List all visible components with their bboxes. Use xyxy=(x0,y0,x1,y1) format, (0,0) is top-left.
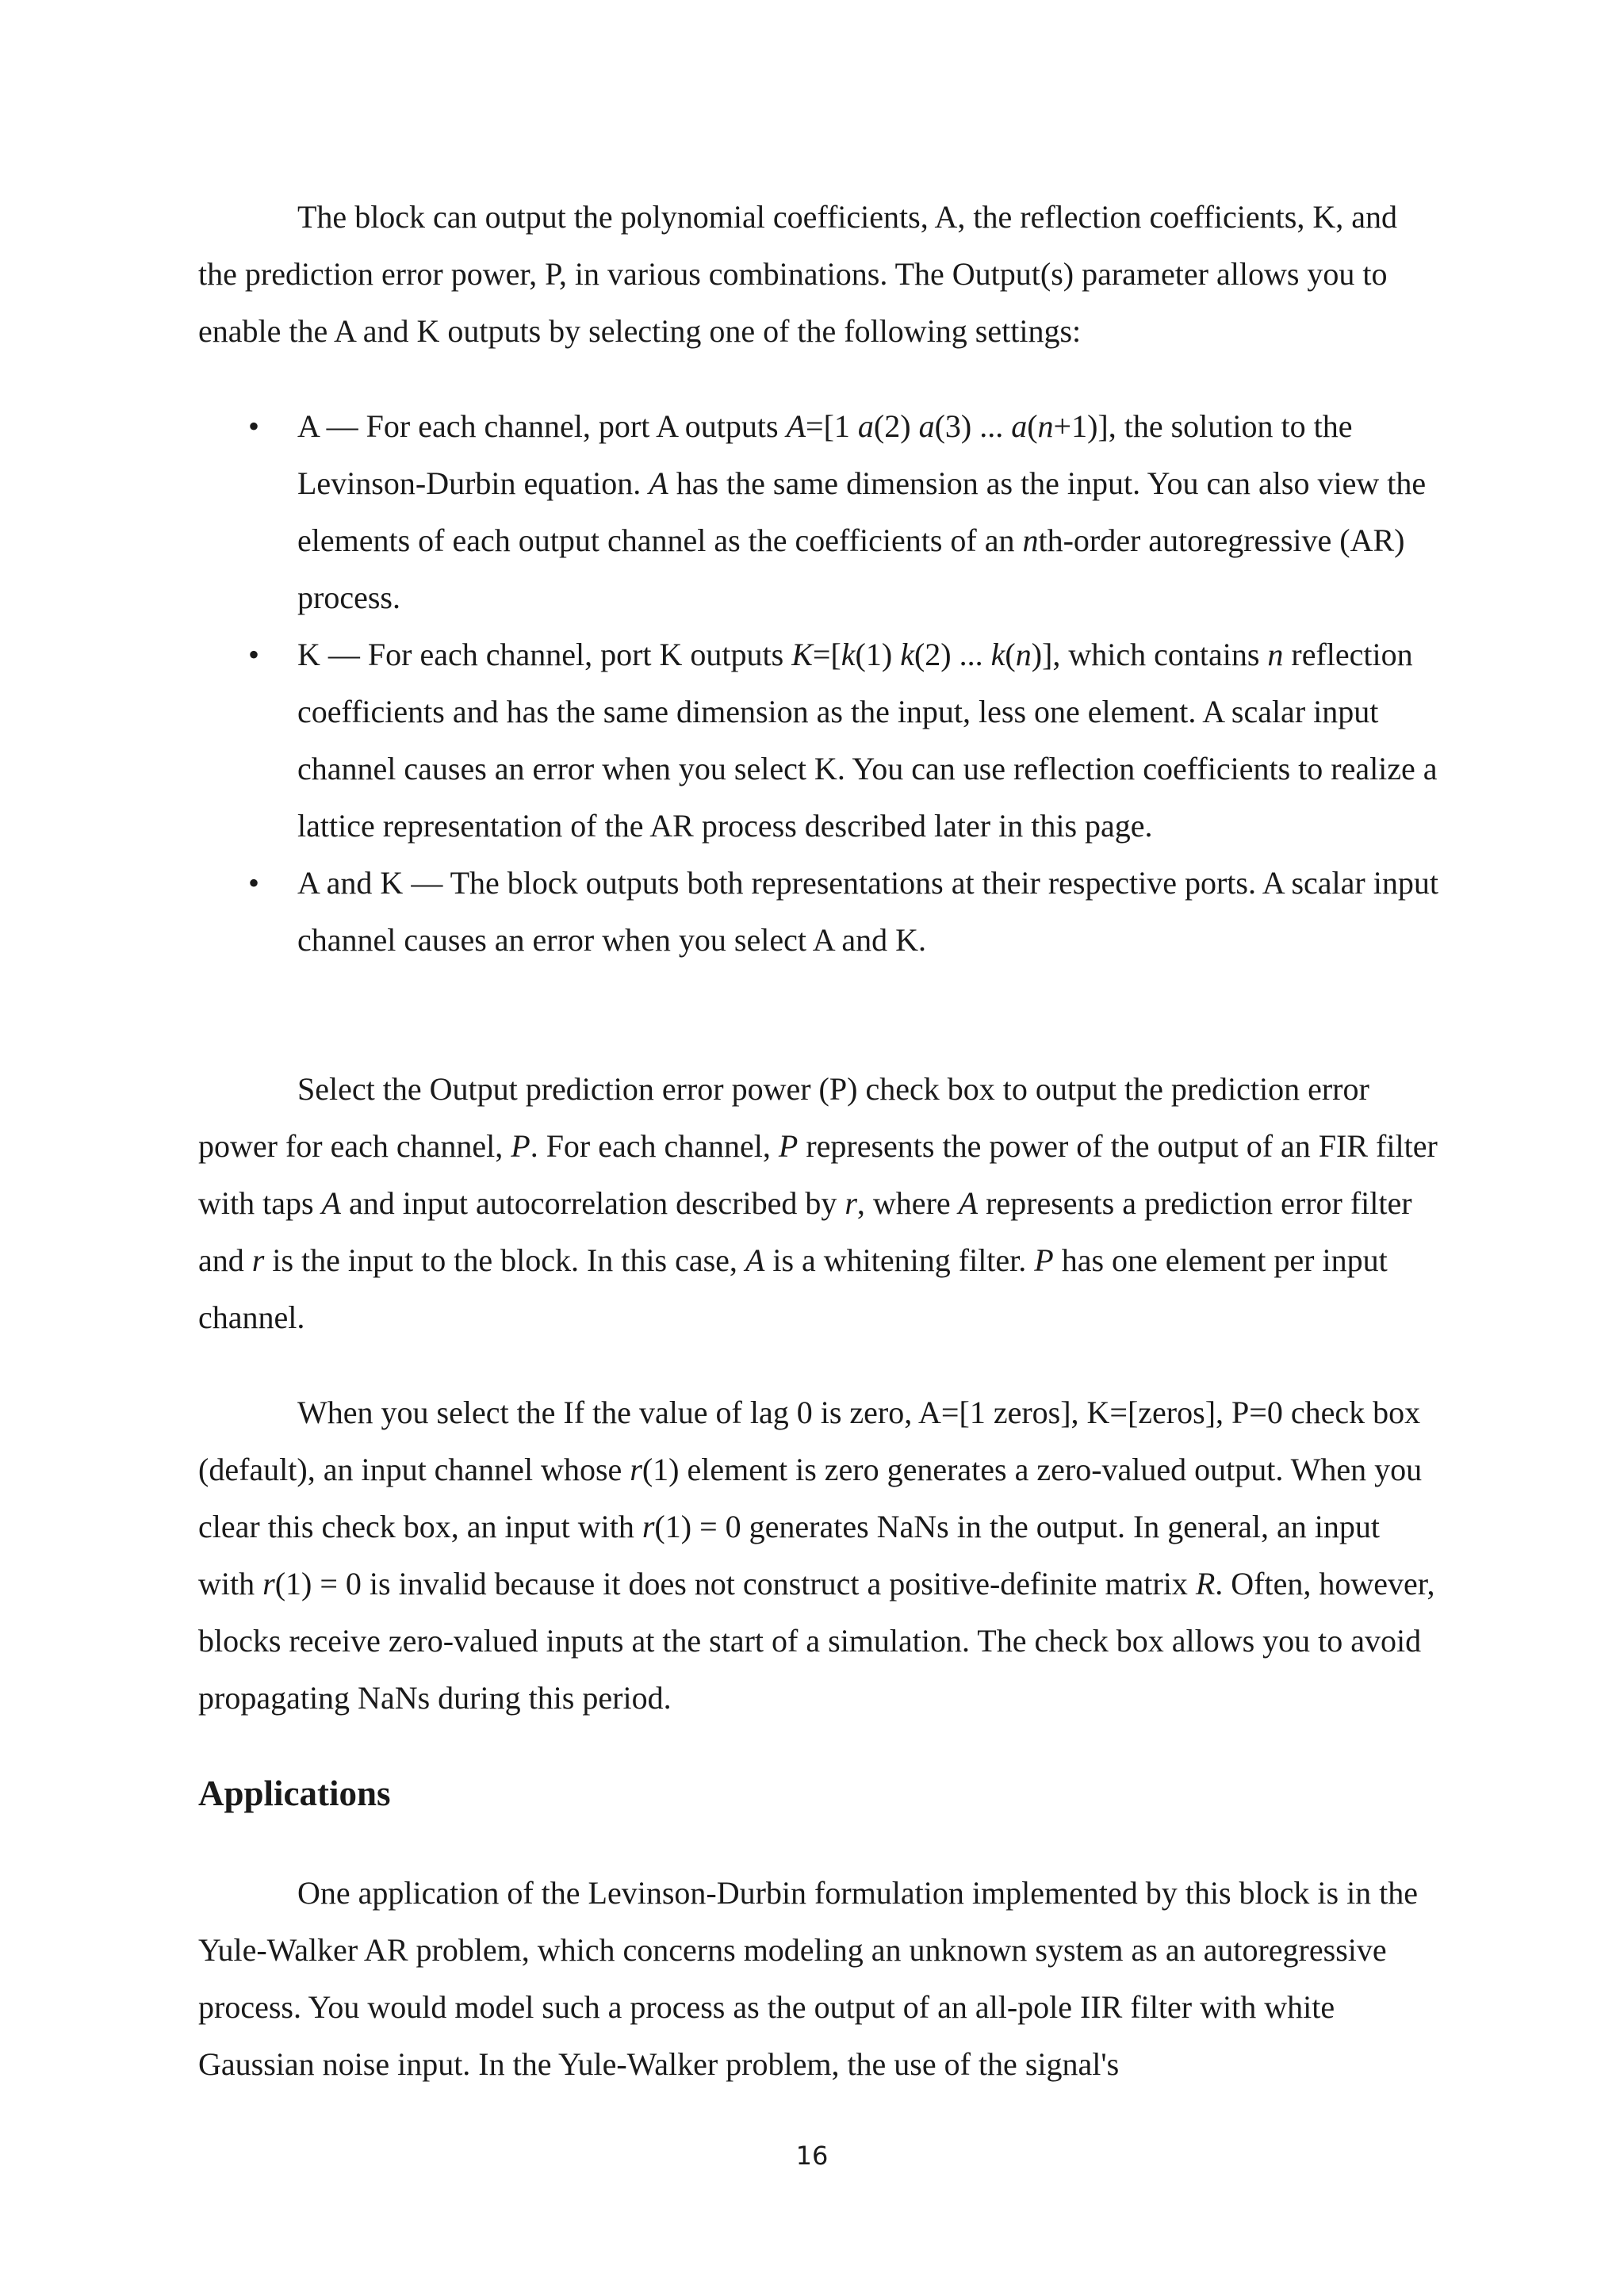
bullet-icon: • xyxy=(248,408,260,444)
page-number: 16 xyxy=(795,2141,829,2171)
output-settings-list xyxy=(198,398,1443,969)
section-heading-applications: Applications xyxy=(198,1774,391,1813)
list-item-a-and-k-output: • A and K — The block outputs both representations at their respective ports. A scalar input channel causes an error when you select A and K. xyxy=(198,855,1443,969)
bullet-icon: • xyxy=(248,865,260,901)
list-item-a-output: • A — For each channel, port A outputs A=[1 a(2) a(3) ... a(n+1)], the solution to the Levinson-Durbin equation. A has the same dimension as the input. You can also view the elements of each output channel as the coefficients of an nth-order autoregressive (AR) process. xyxy=(198,398,1443,626)
bullet-icon: • xyxy=(248,637,260,672)
paragraph-outputs-intro: The block can output the polynomial coefficients, A, the reflection coefficients, K, and the prediction error power, P, in various combinations. The Output(s) parameter allows you to enable the A and K outputs by selecting one of the following settings: xyxy=(198,199,1397,349)
paragraph-applications: One application of the Levinson-Durbin formulation implemented by this block is in the Yule-Walker AR problem, which concerns modeling an unknown system as an autoregressive process. You would model such a process as the output of an all-pole IIR filter with white Gaussian noise input. In the Yule-Walker problem, the use of the signal's xyxy=(198,1875,1419,2082)
paragraph-lag-zero-check-box: When you select the If the value of lag 0 is zero, A=[1 zeros], K=[zeros], P=0 check box (default), an input channel whose r(1) element is zero generates a zero-valued output. When you clear this check box, an input with r(1) = 0 generates NaNs in the output. In general, an input with r(1) = 0 is invalid because it does not construct a positive-definite matrix R. Often, however, blocks receive zero-valued inputs at the start of a simulation. The check box allows you to avoid propagating NaNs during this period. xyxy=(198,1395,1435,1716)
paragraph-prediction-error-power: Select the Output prediction error power (P) check box to output the prediction error power for each channel, P. For each channel, P represents the power of the output of an FIR filter with taps A and input autocorrelation described by r, where A represents a prediction error filter and r is the input to the block. In this case, A is a whitening filter. P has one element per input channel. xyxy=(198,1071,1438,1335)
list-item-k-output: • K — For each channel, port K outputs K=[k(1) k(2) ... k(n)], which contains n reflection coefficients and has the same dimension as the input, less one element. A scalar input channel causes an error when you select K. You can use reflection coefficients to realize a lattice representation of the AR process described later in this page. xyxy=(198,626,1443,855)
